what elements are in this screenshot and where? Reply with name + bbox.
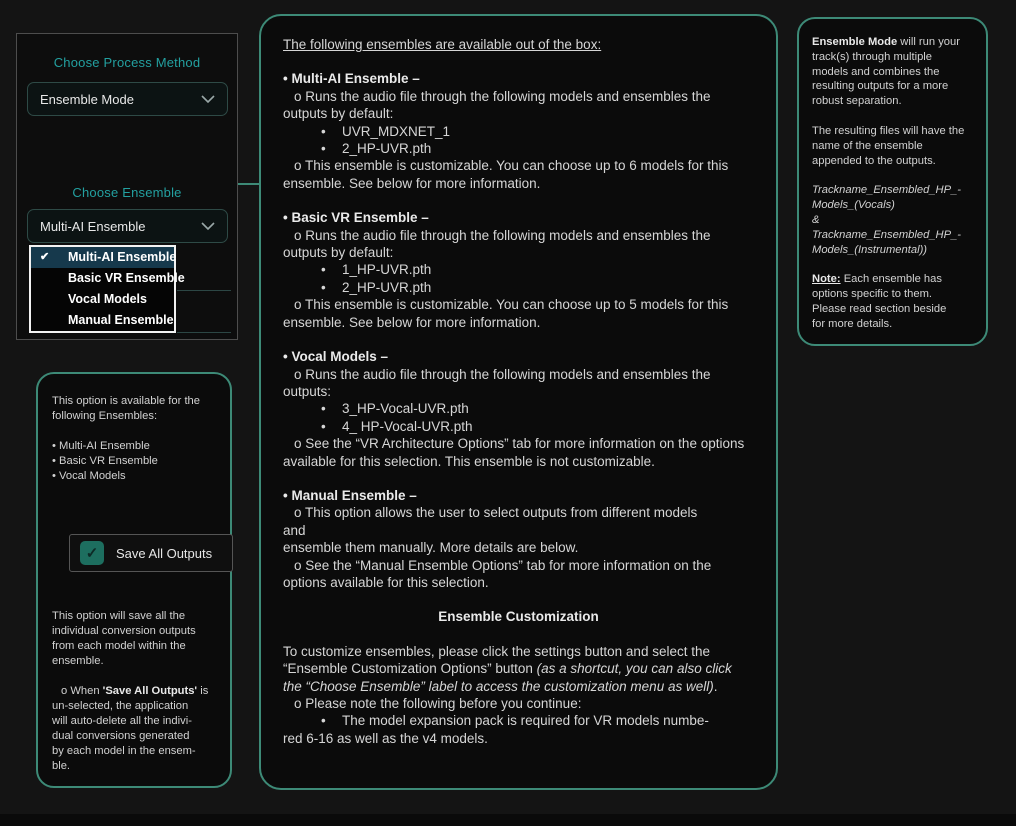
ensemble-select-value: Multi-AI Ensemble — [40, 218, 146, 234]
vocal-models-title: • Vocal Models – — [283, 349, 389, 365]
vocal-models-custom: o See the “VR Architecture Options” tab for more information on the options available for this selection. This ensemble is not customizable. — [283, 436, 745, 469]
doc-line: robust separation. — [812, 95, 902, 108]
model-bullet — [283, 418, 754, 435]
model-name: 4_ HP-Vocal-UVR.pth — [342, 418, 473, 434]
model-name: 3_HP-Vocal-UVR.pth — [342, 401, 469, 417]
bullet-icon: • — [321, 262, 326, 278]
ensemble-list-item: • Basic VR Ensemble — [52, 455, 158, 467]
customization-shortcut-note: (as a shortcut, you can also click the “Choose Ensemble” label to access the customization menu as well) — [283, 661, 732, 694]
doc-line: This option is available for the — [52, 395, 201, 407]
doc-line: track(s) through multiple — [812, 50, 932, 63]
menu-item-label: Manual Ensemble — [68, 313, 174, 327]
vocal-models-runs: o Runs the audio file through the following models and ensembles the outputs: — [283, 366, 711, 399]
hidden-combobox-edge — [177, 290, 231, 291]
save-all-outputs-label: Save All Outputs — [116, 545, 213, 561]
model-bullet — [283, 123, 754, 140]
model-bullet — [283, 279, 754, 296]
customization-note: o Please note the following before you continue: — [294, 696, 582, 711]
basic-vr-custom: o This ensemble is customizable. You can choose up to 5 models for this ensemble. See below for more information. — [283, 297, 729, 330]
check-icon: ✔ — [40, 251, 50, 263]
when-post: is — [197, 685, 209, 697]
doc-line: for more details. — [812, 317, 893, 330]
note-paragraph — [812, 272, 973, 287]
filename-example: Trackname_Ensembled_HP_- — [812, 228, 962, 241]
menu-item-manual-ensemble[interactable] — [31, 310, 174, 331]
multi-ai-title: • Multi-AI Ensemble – — [283, 71, 420, 87]
ensembles-doc-panel — [259, 14, 778, 790]
doc-line: dual conversions generated — [52, 730, 190, 742]
doc-line: individual conversion outputs — [52, 625, 196, 637]
customization-text-end: . — [713, 678, 718, 694]
bottom-edge-strip — [0, 814, 1016, 826]
when-pre: o When — [61, 685, 103, 697]
hidden-combobox-edge — [177, 332, 231, 333]
bullet-icon: • — [321, 418, 326, 434]
filename-example: & — [812, 213, 820, 226]
ensemble-mode-doc-panel — [797, 17, 988, 346]
ensemble-dropdown-menu — [29, 245, 185, 333]
model-name: UVR_MDXNET_1 — [342, 123, 451, 139]
model-bullet — [283, 261, 754, 278]
menu-item-multi-ai-ensemble[interactable] — [31, 247, 177, 268]
manual-line2: and — [283, 522, 306, 538]
filename-example: Models_(Instrumental)) — [812, 243, 928, 256]
doc-line: options specific to them. — [812, 288, 933, 301]
doc-line: from each model within the — [52, 640, 186, 652]
model-name: 2_HP-UVR.pth — [342, 279, 432, 295]
multi-ai-runs: o Runs the audio file through the following models and ensembles the outputs by default: — [283, 88, 711, 122]
doc-line: models and combines the — [812, 65, 940, 78]
bullet-icon: • — [321, 713, 326, 729]
save-all-outputs-button[interactable] — [69, 534, 233, 572]
ensemble-list-item: • Vocal Models — [52, 470, 126, 482]
model-bullet — [283, 140, 754, 157]
expansion-line2: red 6-16 as well as the v4 models. — [283, 730, 488, 746]
doc-line: This option will save all the — [52, 610, 186, 622]
expansion-pack-note — [283, 712, 754, 729]
doc-line: ble. — [52, 760, 71, 772]
doc-line: un-selected, the application — [52, 700, 189, 712]
filename-example: Trackname_Ensembled_HP_- — [812, 184, 962, 197]
ensemble-list-item: • Multi-AI Ensemble — [52, 440, 150, 452]
note-rest: Each ensemble has — [840, 273, 942, 286]
doc-line: following Ensembles: — [52, 410, 158, 422]
manual-ensemble-title: • Manual Ensemble – — [283, 487, 417, 503]
manual-line3: ensemble them manually. More details are below. — [283, 540, 579, 556]
note-bold: Note: — [812, 273, 841, 286]
doc-intro: The following ensembles are available out of the box: — [283, 37, 602, 52]
bullet-icon: • — [321, 123, 326, 139]
doc-line: The resulting files will have the — [812, 124, 965, 137]
customization-paragraph — [283, 643, 754, 695]
menu-item-label: Basic VR Ensemble — [68, 271, 185, 285]
ensemble-customization-heading: Ensemble Customization — [438, 609, 599, 625]
manual-see: o See the “Manual Ensemble Options” tab for more information on the options available for this selection. — [283, 557, 712, 590]
doc-line: will auto-delete all the indivi- — [52, 715, 192, 727]
chevron-down-icon — [201, 222, 215, 231]
doc-line: ensemble. — [52, 655, 104, 667]
process-method-value: Ensemble Mode — [40, 91, 134, 107]
process-method-select[interactable] — [27, 82, 228, 116]
ensemble-mode-p1 — [812, 35, 973, 50]
menu-item-vocal-models[interactable] — [31, 289, 174, 310]
menu-item-label: Vocal Models — [68, 292, 147, 306]
choose-process-method-label[interactable]: Choose Process Method — [53, 55, 201, 70]
manual-line1: o This option allows the user to select outputs from different models — [294, 505, 698, 521]
menu-item-label: Multi-AI Ensemble — [68, 250, 177, 264]
bullet-icon: • — [321, 401, 326, 417]
menu-item-basic-vr-ensemble[interactable] — [31, 268, 185, 289]
basic-vr-title: • Basic VR Ensemble – — [283, 210, 429, 226]
chevron-down-icon — [201, 95, 215, 104]
ensemble-select[interactable] — [27, 209, 228, 243]
basic-vr-runs: o Runs the audio file through the following models and ensembles the outputs by default: — [283, 227, 711, 261]
when-bold: 'Save All Outputs' — [102, 685, 198, 697]
doc-line: appended to the outputs. — [812, 154, 936, 167]
model-name: 1_HP-UVR.pth — [342, 262, 432, 278]
filename-example: Models_(Vocals) — [812, 199, 895, 212]
save-all-description — [52, 609, 216, 774]
multi-ai-custom: o This ensemble is customizable. You can choose up to 6 models for this ensemble. See below for more information. — [283, 158, 729, 191]
bullet-icon: • — [321, 141, 326, 157]
panel-connector-line — [238, 183, 259, 185]
when-unselected-line — [52, 684, 216, 699]
doc-line: resulting outputs for a more — [812, 80, 949, 93]
customization-text: To customize ensembles, please click the settings button and select the “Ensemble Customization Options” button — [283, 643, 710, 677]
doc-line: Please read section beside — [812, 302, 947, 315]
ensemble-mode-rest: will run your — [897, 36, 960, 48]
doc-line: by each model in the ensem- — [52, 745, 196, 757]
doc-line: name of the ensemble — [812, 139, 923, 152]
bullet-icon: • — [321, 279, 326, 295]
save-all-outputs-checkbox[interactable]: ✓ — [80, 541, 104, 565]
model-bullet — [283, 400, 754, 417]
ensemble-mode-bold: Ensemble Mode — [812, 36, 898, 48]
model-name: 2_HP-UVR.pth — [342, 141, 432, 157]
save-all-outputs-doc-panel — [36, 372, 232, 788]
expansion-line1: The model expansion pack is required for VR models numbe- — [342, 713, 709, 729]
choose-ensemble-label[interactable]: Choose Ensemble — [72, 185, 182, 200]
